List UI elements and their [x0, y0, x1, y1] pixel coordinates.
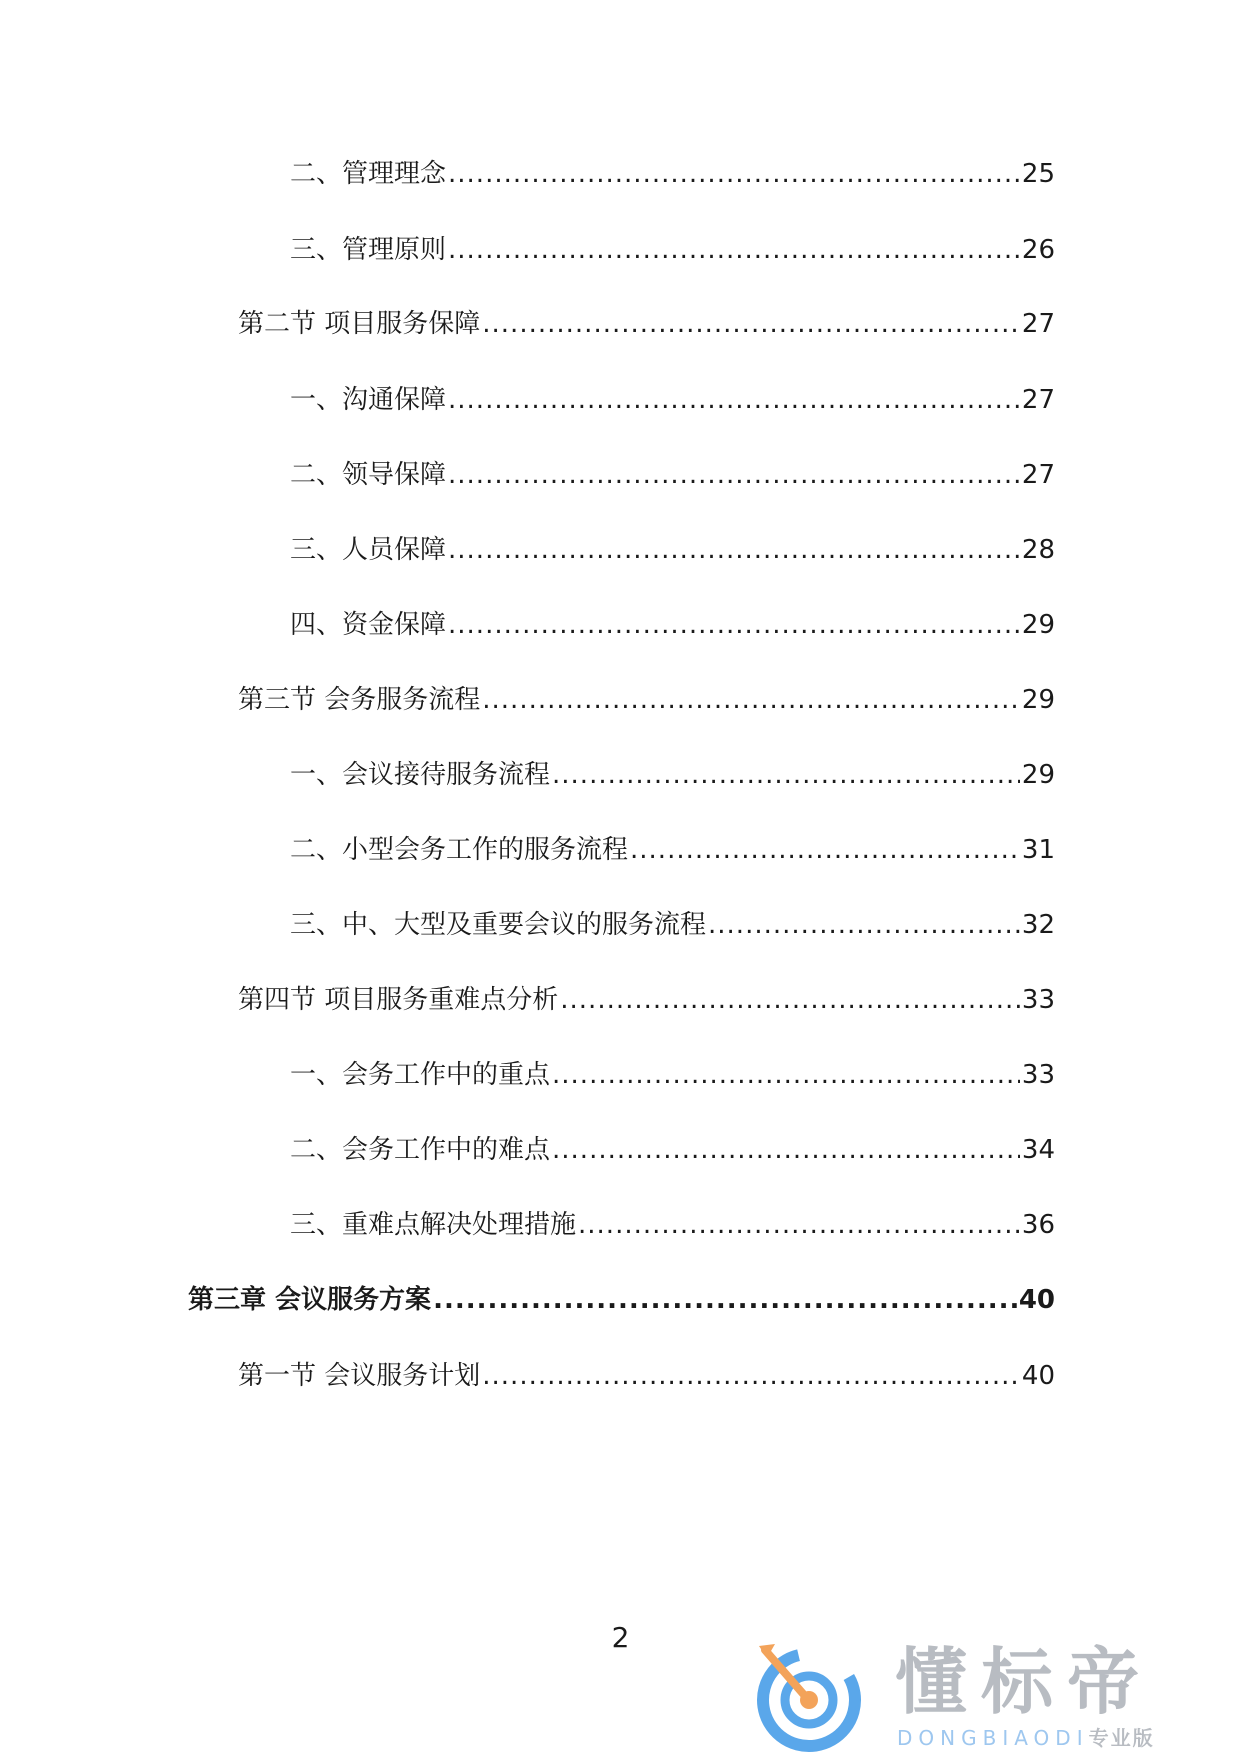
page-number: 2 — [611, 1621, 630, 1654]
toc-entry-title: 一、沟通保障 — [290, 385, 447, 415]
toc-entry-title: 二、小型会务工作的服务流程 — [290, 835, 629, 865]
toc-entry[interactable] — [290, 530, 1055, 570]
toc-entry[interactable] — [290, 154, 1055, 194]
toc-dot-leader — [552, 1055, 1020, 1095]
target-arrow-icon — [745, 1636, 865, 1754]
toc-entry-title: 二、领导保障 — [290, 460, 447, 490]
toc-entry-page: 27 — [1021, 309, 1055, 339]
toc-entry-title: 第一节 会议服务计划 — [238, 1361, 481, 1391]
toc-entry-page: 40 — [1021, 1361, 1055, 1391]
toc-entry-title: 第三章 会议服务方案 — [188, 1285, 432, 1315]
toc-entry[interactable] — [290, 755, 1055, 795]
toc-entry-title: 第三节 会务服务流程 — [238, 685, 481, 715]
toc-entry-page: 31 — [1021, 835, 1055, 865]
toc-entry[interactable] — [290, 905, 1055, 945]
toc-dot-leader — [448, 530, 1020, 570]
toc-dot-leader — [448, 605, 1020, 645]
toc-dot-leader — [448, 230, 1020, 270]
toc-entry-page: 25 — [1021, 159, 1055, 189]
toc-entry-title: 三、中、大型及重要会议的服务流程 — [290, 910, 707, 940]
toc-entry[interactable] — [238, 680, 1055, 720]
toc-entry-page: 29 — [1021, 760, 1055, 790]
toc-entry-page: 40 — [1018, 1285, 1055, 1315]
toc-dot-leader — [630, 830, 1020, 870]
watermark — [745, 1636, 1241, 1754]
toc-entry-page: 34 — [1021, 1135, 1055, 1165]
toc-entry-title: 一、会议接待服务流程 — [290, 760, 551, 790]
toc-entry[interactable] — [290, 1205, 1055, 1245]
toc-dot-leader — [448, 380, 1020, 420]
toc-entry-title: 三、重难点解决处理措施 — [290, 1210, 577, 1240]
toc-entry-title: 二、管理理念 — [290, 159, 447, 189]
toc-dot-leader — [560, 980, 1020, 1020]
watermark-edition: 专业版 — [1088, 1726, 1155, 1750]
toc-entry-page: 32 — [1021, 910, 1055, 940]
toc-dot-leader — [482, 304, 1020, 344]
toc-entry[interactable] — [290, 830, 1055, 870]
toc-entry-title: 第四节 项目服务重难点分析 — [238, 985, 559, 1015]
toc-dot-leader — [552, 1130, 1020, 1170]
toc-dot-leader — [482, 680, 1020, 720]
watermark-brand-en: DONGBIAODI — [897, 1726, 1089, 1750]
toc-entry-title: 一、会务工作中的重点 — [290, 1060, 551, 1090]
toc-entry-title: 三、人员保障 — [290, 535, 447, 565]
toc-dot-leader — [578, 1205, 1020, 1245]
toc-entry[interactable] — [290, 230, 1055, 270]
toc-dot-leader — [708, 905, 1020, 945]
toc-entry[interactable] — [290, 380, 1055, 420]
toc-dot-leader — [448, 455, 1020, 495]
toc-entry-title: 四、资金保障 — [290, 610, 447, 640]
toc-entry[interactable] — [238, 304, 1055, 344]
toc-entry-page: 29 — [1021, 685, 1055, 715]
toc-entry[interactable] — [290, 455, 1055, 495]
toc-entry[interactable] — [290, 1055, 1055, 1095]
toc-dot-leader — [433, 1280, 1017, 1320]
toc-dot-leader — [448, 154, 1020, 194]
toc-entry-page: 33 — [1021, 985, 1055, 1015]
toc-entry-title: 第二节 项目服务保障 — [238, 309, 481, 339]
toc-entry-page: 26 — [1021, 235, 1055, 265]
toc-dot-leader — [552, 755, 1020, 795]
watermark-name-en — [897, 1726, 1155, 1750]
toc-dot-leader — [482, 1356, 1020, 1396]
toc-entry-page: 33 — [1021, 1060, 1055, 1090]
toc-entry-page: 29 — [1021, 610, 1055, 640]
toc-entry-page: 27 — [1021, 385, 1055, 415]
toc-entry[interactable] — [290, 1130, 1055, 1170]
watermark-name-cn: 懂标帝 — [895, 1640, 1154, 1724]
toc-entry[interactable] — [238, 1356, 1055, 1396]
toc-entry[interactable] — [238, 980, 1055, 1020]
toc-entry-title: 二、会务工作中的难点 — [290, 1135, 551, 1165]
toc-entry-page: 28 — [1021, 535, 1055, 565]
toc-chapter-entry[interactable] — [188, 1280, 1055, 1320]
toc-entry-page: 27 — [1021, 460, 1055, 490]
toc-entry-title: 三、管理原则 — [290, 235, 447, 265]
toc-entry-page: 36 — [1021, 1210, 1055, 1240]
toc-entry[interactable] — [290, 605, 1055, 645]
